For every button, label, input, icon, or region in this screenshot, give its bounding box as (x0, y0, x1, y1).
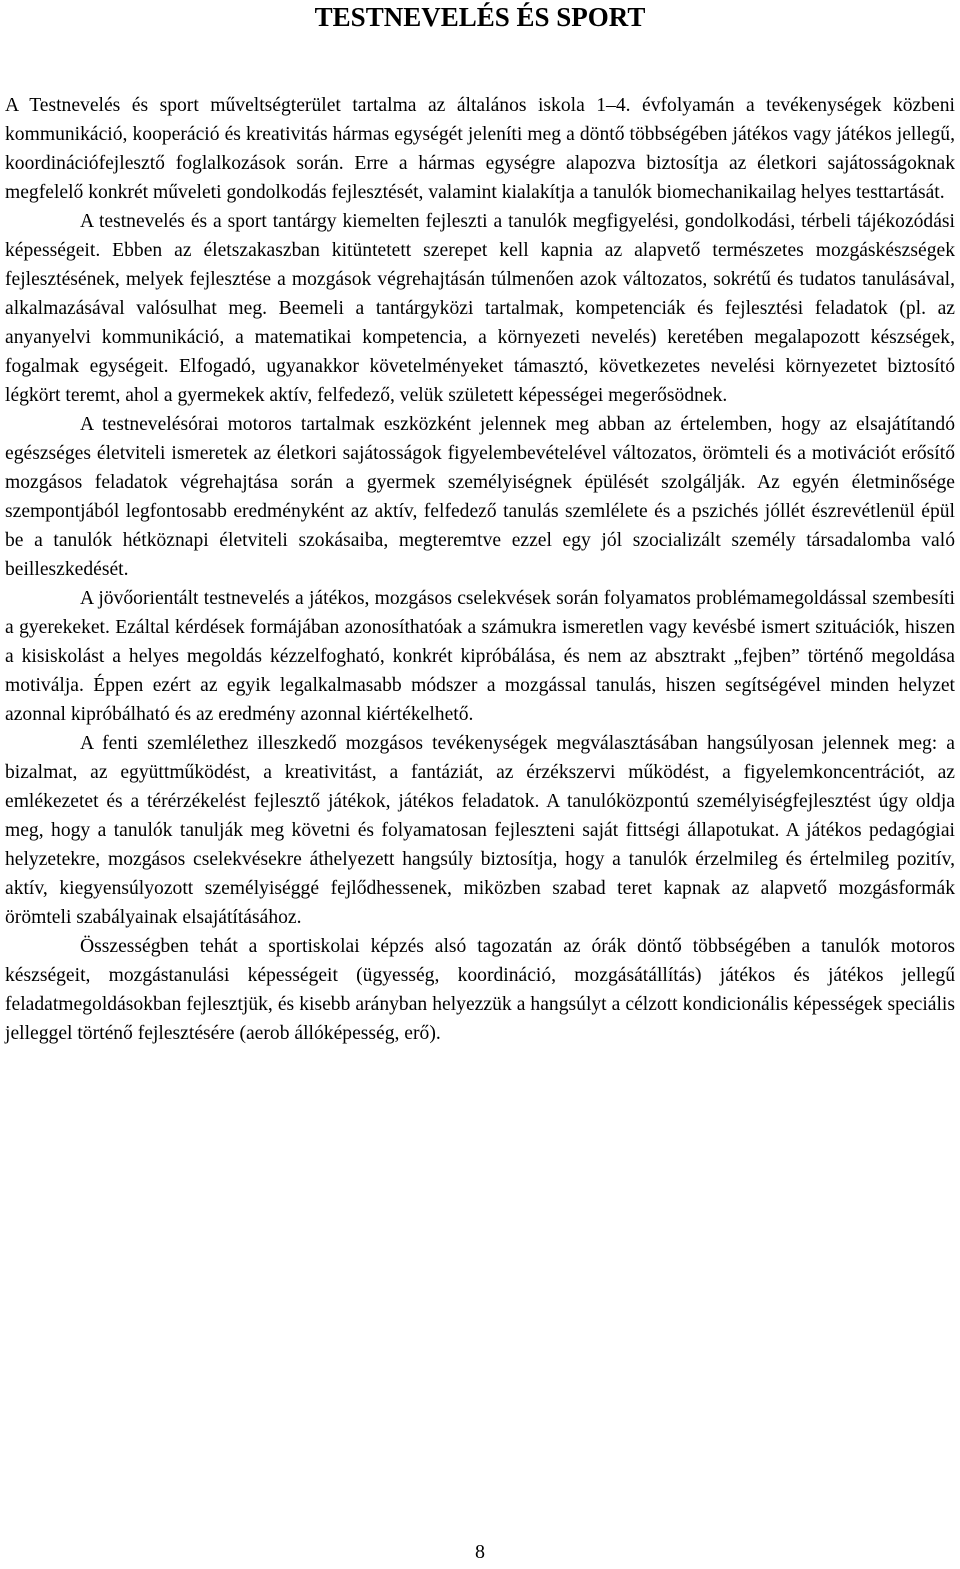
paragraph-summary: Összességben tehát a sportiskolai képzés alsó tagozatán az órák döntő többségében a tanulók motoros készségeit, mozgástanulási képességeit (ügyesség, koordináció, mozgásátállítás) játékos és játékos jellegű feladatmegoldásokban fejlesztjük, és kisebb arányban helyezzük a hangsúlyt a célzott kondicionális képességek speciális jelleggel történő fejlesztésére (aerob állóképesség, erő). (5, 936, 955, 1044)
paragraph-activities: A fenti szemlélethez illeszkedő mozgásos tevékenységek megválasztásában hangsúlyosan jelennek meg: a bizalmat, az együttműködést, a kreativitást, a fantáziát, az érzékszervi működést, a figyelemkoncentrációt, az emlékezetet és a térérzékelést fejlesztő játékok, játékos feladatok. A tanulóközpontú személyiségfejlesztést úgy oldja meg, hogy a tanulók tanulják meg követni és folyamatosan fejleszteni saját fittségi állapotukat. A játékos pedagógiai helyzetekre, mozgásos cselekvésekre áthelyezett hangsúly biztosítja, hogy a tanulók érzelmileg és értelmileg pozitív, aktív, kiegyensúlyozott személyiséggé fejlődhessenek, miközben szabad teret kapnak az alapvető mozgásformák örömteli szabályainak elsajátításához. (5, 733, 955, 928)
paragraph-motor-content: A testnevelésórai motoros tartalmak eszközként jelennek meg abban az értelemben, hogy az elsajátítandó egészséges életviteli ismeretek az életkori sajátosságok figyelembevételével változatos, örömteli és a motivációt erősítő mozgásos feladatok végrehajtása során a gyermek személyiségnek épülését szolgálják. Az egyén életminősége szempontjából legfontosabb eredményként az aktív, felfedező tanulás szemlélete és a pszichés jóllét észrevétlenül épül be a tanulók hétköznapi életviteli szokásaiba, megteremtve ezzel egy jól szocializált személy társadalomba való beilleszkedését. (5, 414, 955, 580)
page-number: 8 (475, 1541, 485, 1563)
document-body (5, 91, 955, 1048)
page-title: TESTNEVELÉS ÉS SPORT (314, 2, 646, 32)
paragraph-future-oriented: A jövőorientált testnevelés a játékos, mozgásos cselekvések során folyamatos problémamegoldással szembesíti a gyerekeket. Ezáltal kérdések formájában azonosíthatóak a számukra ismeretlen vagy kevésbé ismert szituációk, hiszen a kisiskolást a helyes megoldás kézzelfogható, konkrét kipróbálása, és nem az absztrakt „fejben” történő megoldása motiválja. Éppen ezért az egyik legalkalmasabb módszer a mozgással tanulás, hiszen segítségével minden helyzet azonnal kipróbálható és az eredmény azonnal kiértékelhető. (5, 588, 955, 725)
paragraph-intro: A Testnevelés és sport műveltségterület tartalma az általános iskola 1–4. évfolyamán a tevékenységek közbeni kommunikáció, kooperáció és kreativitás hármas egységét jeleníti meg a döntő többségében játékos vagy játékos jellegű, koordinációfejlesztő foglalkozások során. Erre a hármas egységre alapozva biztosítja az életkori sajátosságoknak megfelelő konkrét műveleti gondolkodás fejlesztését, valamint kialakítja a tanulók biomechanikailag helyes testtartását. (5, 95, 955, 203)
paragraph-skills: A testnevelés és a sport tantárgy kiemelten fejleszti a tanulók megfigyelési, gondolkodási, térbeli tájékozódási képességeit. Ebben az életszakaszban kitüntetett szerepet kell kapnia az alapvető természetes mozgáskészségek fejlesztésének, melyek fejlesztése a mozgások végrehajtásán túlmenően azok változatos, sokrétű és tudatos tanulásával, alkalmazásával valósulhat meg. Beemeli a tantárgyközi tartalmak, kompetenciák és fejlesztési feladatok (pl. az anyanyelvi kommunikáció, a matematikai kompetencia, a környezeti nevelés) keretében megalapozott készségek, fogalmak egységeit. Elfogadó, ugyanakkor követelményeket támasztó, következetes nevelési környezetet biztosító légkört teremt, ahol a gyermekek aktív, felfedező, velük született képességei megerősödnek. (5, 211, 955, 406)
